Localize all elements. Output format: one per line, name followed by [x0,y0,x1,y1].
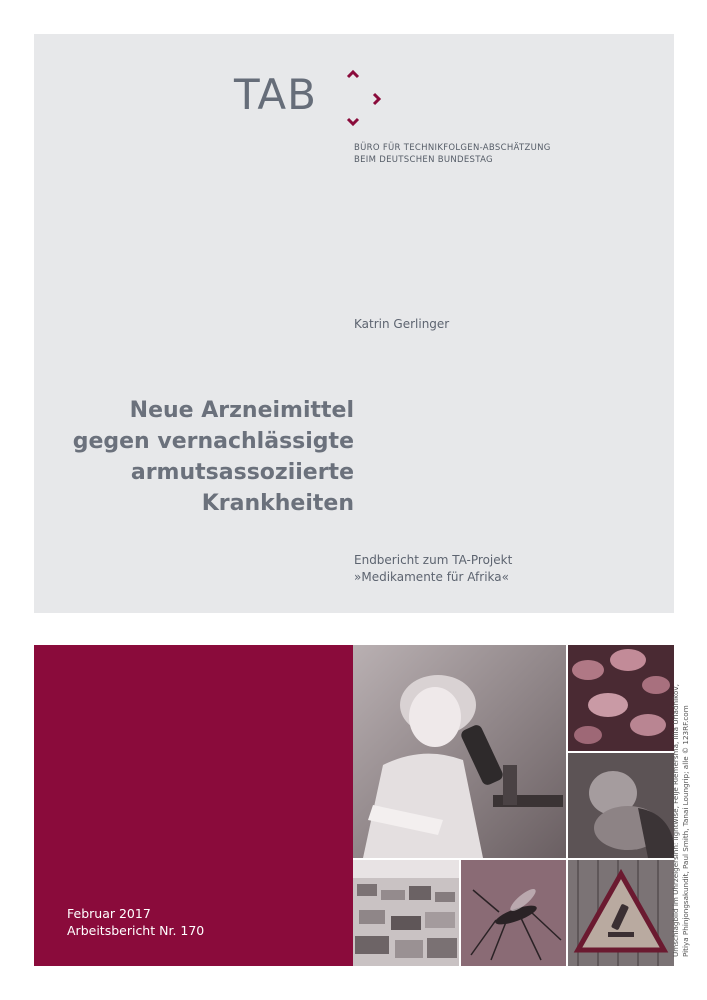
author-name: Katrin Gerlinger [354,317,450,331]
photo-credit [671,684,691,957]
title-line-1: Neue Arzneimittel [129,398,354,423]
organization-line-2: BEIM DEUTSCHEN BUNDESTAG [354,155,493,165]
subtitle-line-2: »Medikamente für Afrika« [354,570,509,584]
blood-cells-photo [568,645,674,751]
report-number: Arbeitsbericht Nr. 170 [67,923,205,938]
researcher-microscope-photo [353,645,566,858]
title-line-2: gegen vernachlässigte [72,429,354,454]
photo-credit-line-2: Pitiya Phinjongsakundit, Paul Smith, Tanai Loungrip; alle © 123RF.com [681,705,690,957]
tab-logo-text: TAB [234,70,317,119]
warning-sign-photo [568,860,674,966]
photo-credit-line-1: Umschlagbild im Uhrzeigersinn: lightwise, Feije Riemersma, Illia Uriadnikov, [671,684,680,957]
mosquito-photo [461,860,566,966]
tab-logo-mark-icon [340,68,386,130]
title-line-4: Krankheiten [201,491,354,516]
subtitle-line-1: Endbericht zum TA-Projekt [354,553,513,567]
slum-rooftops-photo [353,860,459,966]
infant-photo [568,753,674,858]
title-line-3: armutsassoziierte [130,460,354,485]
publication-date: Februar 2017 [67,906,151,921]
organization-line-1: BÜRO FÜR TECHNIKFOLGEN-ABSCHÄTZUNG [354,143,551,153]
